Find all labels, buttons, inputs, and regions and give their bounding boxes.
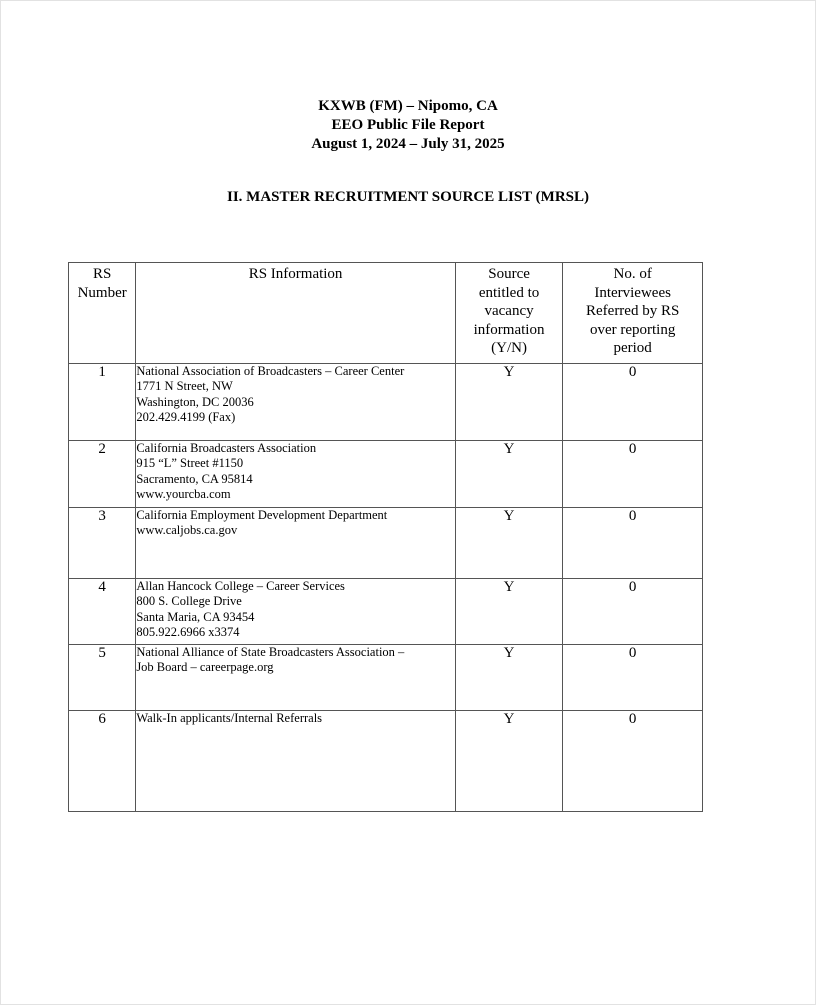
rs-info-line: Washington, DC 20036 bbox=[136, 394, 254, 409]
header-source-line: entitled to bbox=[478, 284, 540, 301]
interviewees-referred-value: 0 bbox=[563, 441, 703, 508]
interviewees-referred-value: 0 bbox=[563, 711, 703, 812]
header-source-line: information bbox=[473, 321, 545, 338]
rs-info-line: www.caljobs.ca.gov bbox=[136, 523, 238, 538]
rs-information bbox=[136, 508, 456, 579]
rs-info-line: National Association of Broadcasters – Career Center bbox=[136, 364, 405, 378]
header-count-line: over reporting bbox=[589, 321, 676, 338]
table-row bbox=[69, 364, 703, 441]
station-title: KXWB (FM) – Nipomo, CA bbox=[318, 98, 498, 114]
rs-info-line: Job Board – careerpage.org bbox=[136, 660, 274, 675]
rs-number: 4 bbox=[69, 579, 136, 645]
header-rs-number bbox=[69, 263, 136, 364]
rs-info-line: www.yourcba.com bbox=[136, 486, 231, 501]
source-entitled-value: Y bbox=[455, 441, 563, 508]
rs-information bbox=[136, 711, 456, 812]
recruitment-source-table bbox=[68, 262, 703, 812]
source-entitled-value: Y bbox=[455, 711, 563, 812]
table-row bbox=[69, 508, 703, 579]
interviewees-referred-value: 0 bbox=[563, 645, 703, 711]
rs-info-line: 800 S. College Drive bbox=[136, 594, 242, 609]
table-row bbox=[69, 711, 703, 812]
rs-number: 3 bbox=[69, 508, 136, 579]
rs-info-line: California Broadcasters Association bbox=[136, 441, 317, 455]
report-title: EEO Public File Report bbox=[331, 117, 485, 133]
header-rs-number-line: RS bbox=[92, 266, 112, 282]
rs-info-line: National Alliance of State Broadcasters Association – bbox=[136, 645, 405, 659]
header-count-line: No. of bbox=[613, 266, 652, 282]
interviewees-referred-value: 0 bbox=[563, 364, 703, 441]
rs-info-line: 915 “L” Street #1150 bbox=[136, 456, 244, 471]
rs-number: 2 bbox=[69, 441, 136, 508]
rs-info-line: 202.429.4199 (Fax) bbox=[136, 409, 236, 424]
header-count-line: period bbox=[613, 340, 652, 356]
header-count-line: Referred by RS bbox=[586, 303, 680, 319]
interviewees-referred-value: 0 bbox=[563, 579, 703, 645]
rs-number: 5 bbox=[69, 645, 136, 711]
rs-info-line: 1771 N Street, NW bbox=[136, 379, 233, 394]
header-source-line: Source bbox=[488, 266, 530, 282]
table-row bbox=[69, 441, 703, 508]
rs-info-line: California Employment Development Department bbox=[136, 508, 388, 522]
rs-information bbox=[136, 441, 456, 508]
rs-info-line: Santa Maria, CA 93454 bbox=[136, 609, 255, 624]
table-row bbox=[69, 645, 703, 711]
header-rs-information: RS Information bbox=[136, 263, 456, 364]
header-source-entitled bbox=[455, 263, 563, 364]
report-period: August 1, 2024 – July 31, 2025 bbox=[311, 136, 505, 152]
source-entitled-value: Y bbox=[455, 508, 563, 579]
table-header-row bbox=[69, 263, 703, 364]
rs-information bbox=[136, 364, 456, 441]
rs-info-line: Sacramento, CA 95814 bbox=[136, 471, 253, 486]
rs-info-line: Walk-In applicants/Internal Referrals bbox=[136, 711, 323, 725]
source-entitled-value: Y bbox=[455, 645, 563, 711]
rs-number: 6 bbox=[69, 711, 136, 812]
header-interviewees-referred bbox=[563, 263, 703, 364]
header-rs-number-line: Number bbox=[77, 284, 127, 301]
rs-number: 1 bbox=[69, 364, 136, 441]
header-count-line: Interviewees bbox=[594, 284, 671, 301]
rs-info-line: Allan Hancock College – Career Services bbox=[136, 579, 345, 593]
source-entitled-value: Y bbox=[455, 364, 563, 441]
rs-info-line: 805.922.6966 x3374 bbox=[136, 624, 240, 639]
header-source-line: (Y/N) bbox=[491, 340, 527, 356]
report-header bbox=[0, 97, 816, 154]
rs-information bbox=[136, 645, 456, 711]
table-row bbox=[69, 579, 703, 645]
rs-information bbox=[136, 579, 456, 645]
interviewees-referred-value: 0 bbox=[563, 508, 703, 579]
source-entitled-value: Y bbox=[455, 579, 563, 645]
header-source-line: vacancy bbox=[484, 303, 534, 319]
section-title: II. MASTER RECRUITMENT SOURCE LIST (MRSL) bbox=[226, 189, 589, 205]
